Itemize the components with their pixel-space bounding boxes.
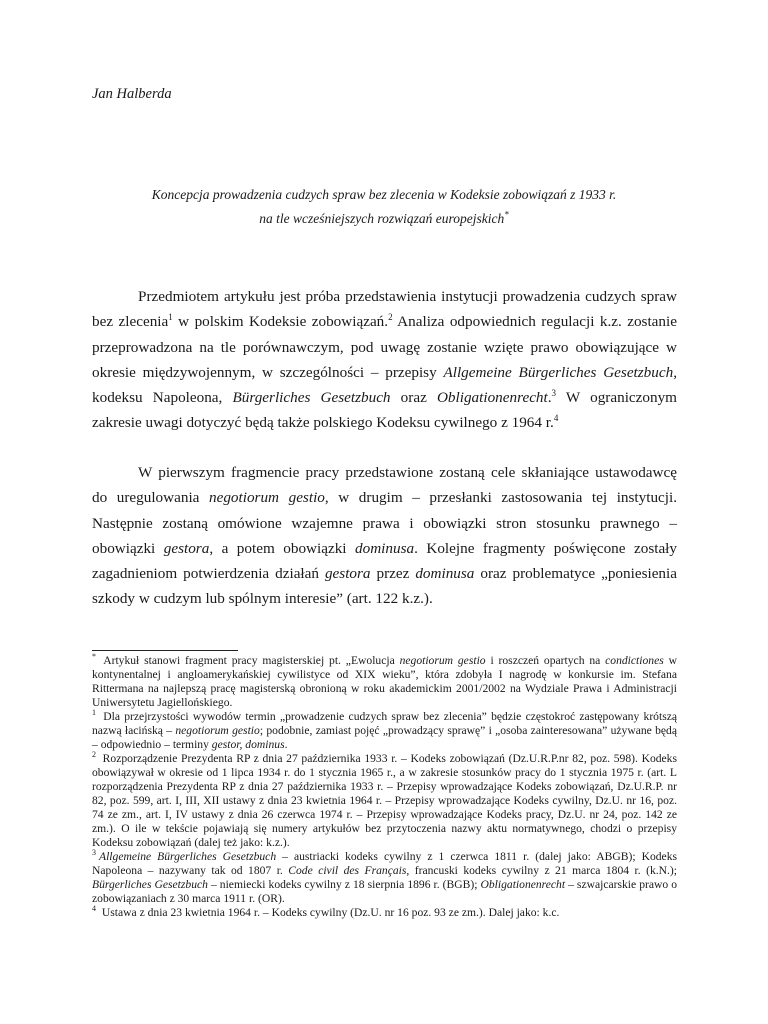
text-span: . Kolejne fragmenty poświęcone zostały zagadnieniom potwierdzenia działań xyxy=(92,539,678,583)
text-span: w kontynentalnej i angloamerykańskiej cywilistyce od XIX wieku”, która zdobyła I nagrodę w konkursie im. Stefana Rittermana na najlepszą pracę magisterską obronioną w roku akademickim 2001/2002 na Wydziale Prawa i Administracji Uniwersytetu Jagiellońskiego. xyxy=(92,654,677,709)
text-span: W ograniczonym zakresie uwagi dotyczyć będą także polskiego Kodeksu cywilnego z 1964 r. xyxy=(92,389,677,432)
italic-term: Code civil des Français xyxy=(288,864,407,877)
italic-term: gestora xyxy=(324,565,371,583)
italic-term: negotiorum gestio xyxy=(175,724,260,737)
italic-term: condictiones xyxy=(605,654,664,667)
text-span: Rozporządzenie Prezydenta RP z dnia 27 października 1933 r. – Kodeks zobowiązań (Dz.U.R.P.nr 82, poz. 598). Kodeks obowiązywał w okresie od 1 lipca 1934 r. do 1 stycznia 1965 r., a w zakresie stosunków pracy do 1 stycznia 1975 r. (art. L rozporządzenia Prezydenta RP z dnia 27 października 1933 r. – Przepisy wprowadzające Kodeks zobowiązań, Dz.U.R.P. nr 82, poz. 599, art. I, III, XII ustawy z dnia 23 kwietnia 1964 r. – Przepisy wprowadzające Kodeks cywilny, Dz.U. nr 16, poz. 74 ze zm., art. I, IV ustawy z dnia 26 czerwca 1974 r. – Przepisy wprowadzające Kodeks pracy, Dz.U. nr 24, poz. 142 ze zm.). O ile w tekście pojawiają się numery artykułów bez przytoczenia nazwy aktu normatywnego, chodzi o przepisy Kodeksu zobowiązań (dalej też jako: k.z.). xyxy=(92,752,677,849)
footnote-separator xyxy=(92,650,238,651)
italic-term: Bürgerliches Gesetzbuch xyxy=(92,878,208,891)
text-span: , kodeksu Napoleona, xyxy=(92,363,678,407)
italic-term: dominusa xyxy=(415,565,475,583)
footnote-1 xyxy=(92,710,677,752)
text-span: oraz xyxy=(390,389,437,407)
italic-term: Allgemeine Bürgerliches Gesetzbuch xyxy=(99,850,277,863)
title-footnote-mark: * xyxy=(504,209,509,220)
text-span: Przedmiotem artykułu jest próba przedstawienia instytucji prowadzenia cudzych spraw bez zlecenia xyxy=(92,288,677,331)
footnotes xyxy=(92,654,677,920)
footnote-ref-1: 1 xyxy=(168,312,173,323)
text-span: Artykuł stanowi fragment pracy magisterskiej pt. „Ewolucja xyxy=(99,654,400,667)
italic-term: negotiorum gestio xyxy=(209,489,325,507)
italic-term: Obligationenrecht xyxy=(480,878,566,891)
body-paragraph-1 xyxy=(92,284,677,436)
footnote-2 xyxy=(92,752,677,850)
italic-term: gestora xyxy=(163,539,210,557)
footnote-mark: 2 xyxy=(92,750,96,760)
text-span: – austriacki kodeks cywilny z 1 czerwca 1811 r. (dalej jako: ABGB); Kodeks Napoleona – nazywany tak od 1807 r. xyxy=(92,850,678,877)
text-span: – szwajcarskie prawo o zobowiązaniach z 30 marca 1911 r. (OR). xyxy=(92,878,677,905)
text-span: W pierwszym fragmencie pracy przedstawione zostaną cele skłaniające ustawodawcę do uregulowania xyxy=(92,464,677,507)
footnote-star xyxy=(92,654,677,710)
italic-term: dominusa xyxy=(355,539,415,557)
text-span: w polskim Kodeksie zobowiązań. xyxy=(172,313,389,331)
body-paragraph-2 xyxy=(92,460,677,612)
text-span: ; podobnie, zamiast pojęć „prowadzący sprawę” i „osoba zainteresowana” używane będą – odpowiednio – terminy xyxy=(92,724,677,751)
footnote-3 xyxy=(92,850,677,906)
footnote-mark: 4 xyxy=(92,904,96,914)
footnote-ref-4: 4 xyxy=(553,413,559,424)
text-span: . xyxy=(547,389,552,407)
footnote-mark: 3 xyxy=(92,848,96,858)
text-span: i roszczeń opartych na xyxy=(485,654,606,667)
footnote-ref-3: 3 xyxy=(551,388,557,399)
italic-term: Obligationenrecht xyxy=(436,389,548,407)
italic-term: gestor, dominus xyxy=(211,738,285,751)
text-span: , a potem obowiązki xyxy=(209,539,355,557)
italic-term: negotiorum gestio xyxy=(399,654,486,667)
footnote-ref-2: 2 xyxy=(388,312,393,323)
footnote-mark: * xyxy=(92,652,96,662)
text-span: – niemiecki kodeks cywilny z 18 sierpnia 1896 r. (BGB); xyxy=(207,878,481,891)
text-span: . xyxy=(284,738,288,751)
text-span: , francuski kodeks cywilny z 21 marca 1804 r. (k.N.); xyxy=(406,864,677,877)
text-span: Dla przejrzystości wywodów termin „prowadzenie cudzych spraw bez zlecenia” będzie częstokroć zastępowany krótszą nazwą łacińską – xyxy=(92,710,677,737)
italic-term: Bürgerliches Gesetzbuch xyxy=(232,389,391,407)
text-span: oraz problematyce „poniesienia szkody w cudzym lub spólnym interesie” (art. 122 k.z.). xyxy=(92,565,677,608)
author-name: Jan Halberda xyxy=(92,86,172,102)
italic-term: Allgemeine Bürgerliches Gesetzbuch xyxy=(443,363,674,381)
article-title-line-2 xyxy=(90,211,678,227)
footnote-mark: 1 xyxy=(92,708,96,718)
text-span: przez xyxy=(370,565,416,583)
footnote-4 xyxy=(92,906,677,920)
text-span: , w drugim – przesłanki zastosowania tej instytucji. Następnie zostaną omówione wzajemne prawa i obowiązki stron stosunku prawnego – obowiązki xyxy=(92,489,678,557)
article-title-line-2-text: na tle wcześniejszych rozwiązań europejskich xyxy=(259,211,505,226)
article-title-line-1: Koncepcja prowadzenia cudzych spraw bez zlecenia w Kodeksie zobowiązań z 1933 r. xyxy=(151,187,617,202)
text-span: Analiza odpowiednich regulacji k.z. zostanie przeprowadzona na tle porównawczym, pod uwagę zostanie wzięte prawo obowiązujące w okresie międzywojennym, w szczególności – przepisy xyxy=(92,313,677,381)
text-span: Ustawa z dnia 23 kwietnia 1964 r. – Kodeks cywilny (Dz.U. nr 16 poz. 93 ze zm.). Dalej jako: k.c. xyxy=(99,906,560,919)
